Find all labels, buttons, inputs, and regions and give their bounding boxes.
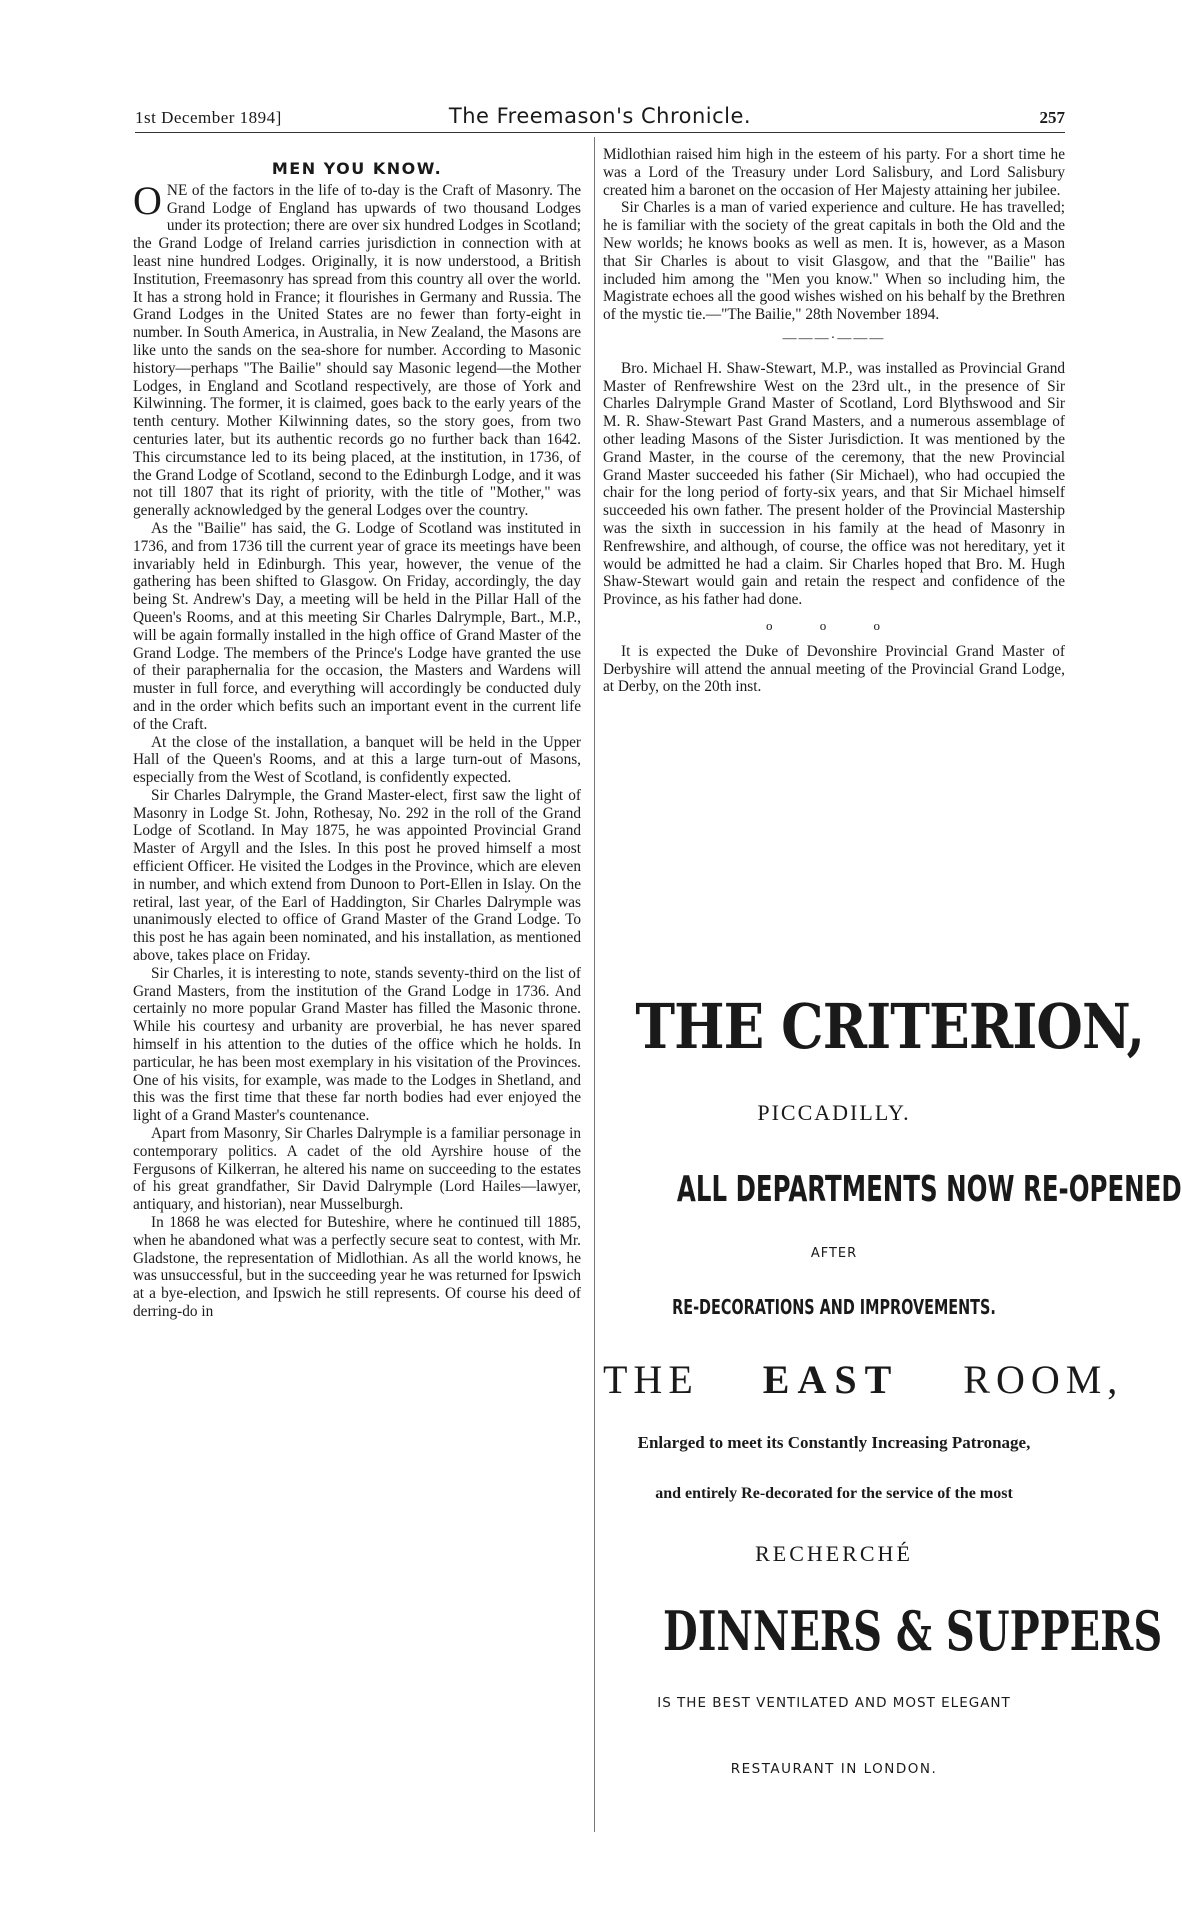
article-paragraph: At the close of the installation, a banquet will be held in the Upper Hall of the Queen's Rooms, and at this a large turn-out of Masons, especially from the West of Scotland, is confidently expected. xyxy=(133,733,581,787)
ad-restaurant: RESTAURANT IN LONDON. xyxy=(730,1761,938,1777)
article-paragraph: ONE of the factors in the life of to-day is the Craft of Masonry. The Grand Lodge of England has upwards of two thousand Lodges under its protection; there are over six hundred Lodges in Scotland; the Grand Lodge of Ireland carries jurisdiction in connection with at least nine hundred Lodges. Originally, it is now understood, a British Institution, Freemasonry has spread from this country all over the world. It has a strong hold in France; it flourishes in Germany and Russia. The Grand Lodges in the United States are no fewer than forty-eight in number. In South America, in Australia, in New Zealand, the Masons are like unto the sands on the sea-shore for number. According to Masonic history—perhaps "The Bailie" should say Masonic legend—the Mother Lodges, in England and Scotland respectively, are those of York and Kilwinning. The former, it is claimed, goes back to the early years of the tenth century. Mother Kilwinning dates, so the story goes, from two centuries later, but its authentic records go no further back than 1642. This circumstance led to its being placed, at the institution, in 1736, of the Grand Lodge of Scotland, second to the Edinburgh Lodge, and it was not till 1807 that its right of priority, with the title of "Mother," was generally acknowledged by the general Lodges over the country. xyxy=(133,177,581,520)
article-paragraph: Midlothian raised him high in the esteem of his party. For a short time he was a Lord of the Treasury under Lord Salisbury, and Lord Salisbury created him a baronet on the occasion of Her Majesty attaining her jubilee. xyxy=(603,146,1065,199)
ad-dinners-suppers: DINNERS & SUPPERS xyxy=(663,1599,1163,1663)
ad-east-room-room: ROOM, xyxy=(963,1357,1124,1402)
ad-recherche: RECHERCHÉ xyxy=(755,1541,913,1566)
dots-separator: o o o xyxy=(766,617,902,633)
ad-ventilated: IS THE BEST VENTILATED AND MOST ELEGANT xyxy=(657,1695,1011,1711)
article-paragraph: Apart from Masonry, Sir Charles Dalrymple is a familiar personage in contemporary politics. A cadet of the old Ayrshire house of the Fergusons of Kilkerran, he altered his name on succeeding to the estates of his great grandfather, Sir David Dalrymple (Lord Hailes—lawyer, antiquary, and historian), near Musselburgh. xyxy=(133,1125,581,1214)
left-column xyxy=(133,146,581,1321)
news-paragraph: It is expected the Duke of Devonshire Provincial Grand Master of Derbyshire will attend the annual meeting of the Provincial Grand Lodge, at Derby, on the 20th inst. xyxy=(603,642,1065,696)
page-number: 257 xyxy=(1039,108,1065,127)
page-header xyxy=(135,104,1065,134)
ad-east-room-east: EAST xyxy=(762,1357,900,1402)
ad-east-room xyxy=(603,1357,1124,1403)
news-paragraph: Bro. Michael H. Shaw-Stewart, M.P., was installed as Provincial Grand Master of Renfrewshire West on the 23rd ult., in the presence of Sir Charles Dalrymple Grand Master of Scotland, Lord Blythswood and Sir M. R. Shaw-Stewart Past Grand Masters, and a numerous assemblage of other leading Masons of the Sister Jurisdiction. It was mentioned by the Grand Master, in the course of the ceremony, that the new Provincial Grand Master succeeded his father (Sir Michael), who had occupied the chair for the long period of forty-six years, and that Sir Michael himself succeeded his own father. The present holder of the Provincial Mastership was the sixth in succession in his family at the head of Masonry in Renfrewshire, and although, of course, the office was not hereditary, yet it would be admitted he had a claim. Sir Charles hoped that Bro. M. Hugh Shaw-Stewart would gain and retain the respect and confidence of the Province, as his father had done. xyxy=(603,359,1065,609)
article-paragraph: Sir Charles Dalrymple, the Grand Master-elect, first saw the light of Masonry in Lodge St. John, Rothesay, No. 292 in the roll of the Grand Lodge of Scotland. In May 1875, he was appointed Provincial Grand Master of Argyll and the Isles. In this post he proved himself a most efficient Officer. He visited the Lodges in the Province, which are eleven in number, and which extend from Dunoon to Port-Ellen in Islay. On the retiral, last year, of the Earl of Haddington, Sir Charles Dalrymple was unanimously elected to office of Grand Master of the Grand Lodge. To this post he has again been nominated, and his installation, as mentioned above, takes place on Friday. xyxy=(133,786,581,965)
ad-entirely: and entirely Re-decorated for the service of the most xyxy=(655,1485,1013,1502)
column-divider xyxy=(594,137,595,1832)
ad-location: PICCADILLY. xyxy=(757,1100,911,1125)
ad-east-room-the: THE xyxy=(603,1357,699,1402)
ad-departments: ALL DEPARTMENTS NOW RE-OPENED xyxy=(676,1169,1182,1210)
ad-redecorations: RE-DECORATIONS AND IMPROVEMENTS. xyxy=(672,1295,996,1319)
ad-headline: THE CRITERION, xyxy=(635,990,1145,1063)
drop-cap: O xyxy=(133,177,162,223)
ad-enlarged: Enlarged to meet its Constantly Increasing Patronage, xyxy=(637,1433,1031,1452)
ad-after: AFTER xyxy=(810,1246,858,1261)
article-paragraph: In 1868 he was elected for Buteshire, where he continued till 1885, when he abandoned what was a perfectly secure seat to contest, with Mr. Gladstone, the representation of Midlothian. As all the world knows, he was unsuccessful, but in the succeeding year he was returned for Ipswich at a bye-election, and Ipswich he still represents. Of course his deed of derring-do in xyxy=(133,1214,581,1320)
article-title: MEN YOU KNOW. xyxy=(271,159,443,178)
article-paragraph: As the "Bailie" has said, the G. Lodge of Scotland was instituted in 1736, and from 1736 till the current year of grace its meetings have been invariably held in Edinburgh. This year, however, the venue of the gathering has been shifted to Glasgow. On Friday, accordingly, the day being St. Andrew's Day, a meeting will be held in the Pillar Hall of the Queen's Rooms, and at this meeting Sir Charles Dalrymple, Bart., M.P., will be again formally installed in the high office of Grand Master of the Grand Lodge. The members of the Prince's Lodge have granted the use of their paraphernalia for the occasion, the Masters and Wardens will muster in full force, and everything will accordingly be conducted duly and in the order which befits such an important event in the current life of the Craft. xyxy=(133,519,581,733)
article-paragraph: Sir Charles is a man of varied experience and culture. He has travelled; he is familiar with the society of the great capitals in both the Old and the New worlds; he knows books as well as men. It is, however, as a Mason that Sir Charles is about to visit Glasgow, and that the "Bailie" has included him among the "Men you know." When so including him, the Magistrate echoes all the good wishes wished on his behalf by the Brethren of the mystic tie.—"The Bailie," 28th November 1894. xyxy=(603,199,1065,324)
header-rule xyxy=(135,132,1065,133)
publication-title: The Freemason's Chronicle. xyxy=(448,104,752,128)
criterion-advertisement xyxy=(603,990,1182,1777)
right-column xyxy=(603,146,1065,696)
article-paragraph: Sir Charles, it is interesting to note, stands seventy-third on the list of Grand Masters, from the institution of the Grand Lodge in 1736. And certainly no more popular Grand Master has filled the Masonic throne. While his courtesy and urbanity are proverbial, he has never spared himself in his attention to the duties of the office which he holds. In particular, he has been most exemplary in his visitation of the Provinces. One of his visits, for example, was made to the Lodges in Shetland, and this was the first time that these far north bodies had ever enjoyed the light of a Grand Master's countenance. xyxy=(133,964,581,1125)
issue-date: 1st December 1894] xyxy=(135,108,282,127)
section-separator: ———·——— xyxy=(782,330,886,346)
